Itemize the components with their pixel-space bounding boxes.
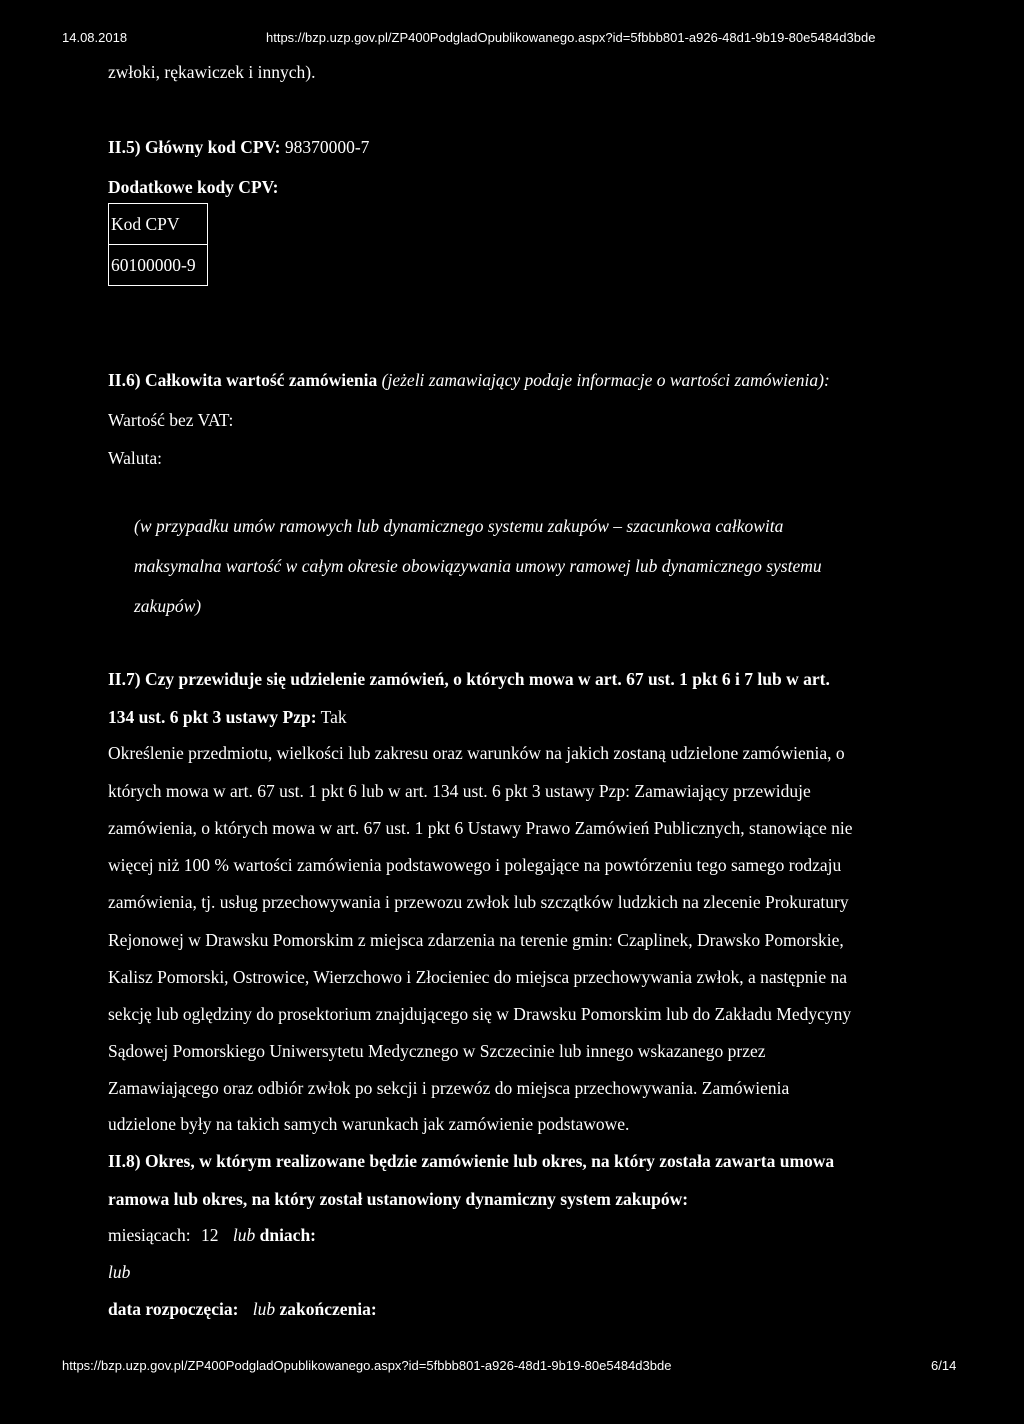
framework-note-line-3: zakupów)	[134, 596, 202, 616]
or-label: lub	[252, 1299, 276, 1319]
days-label: dniach:	[259, 1225, 317, 1245]
additional-cpv-label: Dodatkowe kody CPV:	[108, 177, 279, 197]
section-2-7-body-line: Rejonowej w Drawsku Pomorskim z miejsca zdarzenia na terenie gmin: Czaplinek, Drawsko Pomorskie,	[108, 930, 844, 950]
end-date-label: zakończenia:	[279, 1299, 377, 1319]
section-2-7-body-line: sekcję lub oględziny do prosektorium znajdującego się w Drawsku Pomorskim lub do Zakładu Medycyny	[108, 1004, 852, 1024]
cpv-table-header: Kod CPV	[109, 204, 208, 245]
section-2-7-answer: Tak	[320, 707, 347, 727]
dates-row	[108, 1299, 377, 1320]
main-cpv-label: II.5) Główny kod CPV:	[108, 137, 281, 157]
duration-row	[108, 1225, 316, 1246]
section-2-7-body-line: zamówienia, o których mowa w art. 67 ust. 1 pkt 6 Ustawy Prawo Zamówień Publicznych, stanowiące nie	[108, 818, 853, 838]
section-2-7-title-line-1: II.7) Czy przewiduje się udzielenie zamówień, o których mowa w art. 67 ust. 1 pkt 6 i 7 lub w art.	[108, 669, 830, 689]
value-without-vat-label: Wartość bez VAT:	[108, 410, 234, 430]
currency-label: Waluta:	[108, 448, 162, 468]
section-2-6-title	[108, 370, 830, 391]
cpv-table-value: 60100000-9	[109, 245, 208, 286]
footer-url: https://bzp.uzp.gov.pl/ZP400PodgladOpublikowanego.aspx?id=5fbbb801-a926-48d1-9b19-80e5484d3bde	[62, 1358, 672, 1373]
section-2-8-title-line-1: II.8) Okres, w którym realizowane będzie zamówienie lub okres, na który została zawarta umowa	[108, 1151, 835, 1171]
section-2-5-title	[108, 137, 369, 158]
section-2-8-title-line-2: ramowa lub okres, na który został ustanowiony dynamiczny system zakupów:	[108, 1189, 689, 1209]
months-value: 12	[200, 1225, 219, 1245]
section-2-7-body-line: udzielone były na takich samych warunkach jak zamówienie podstawowe.	[108, 1114, 630, 1134]
section-2-7-question-end: 134 ust. 6 pkt 3 ustawy Pzp:	[108, 707, 317, 727]
months-label: miesiącach:	[108, 1225, 191, 1245]
or-label: lub	[232, 1225, 256, 1245]
section-2-7-body-line: których mowa w art. 67 ust. 1 pkt 6 lub w art. 134 ust. 6 pkt 3 ustawy Pzp: Zamawiający przewiduje	[108, 781, 811, 801]
section-2-7-body-line: Zamawiającego oraz odbiór zwłok po sekcji i przewóz do miejsca przechowywania. Zamówienia	[108, 1078, 790, 1098]
framework-note-line-2: maksymalna wartość w całym okresie obowiązywania umowy ramowej lub dynamicznego systemu	[134, 556, 822, 576]
total-value-label: II.6) Całkowita wartość zamówienia	[108, 370, 378, 390]
section-2-7-body-line: Określenie przedmiotu, wielkości lub zakresu oraz warunków na jakich zostaną udzielone zamówienia, o	[108, 743, 845, 763]
framework-note-line-1: (w przypadku umów ramowych lub dynamicznego systemu zakupów – szacunkowa całkowita	[134, 516, 784, 536]
or-label: lub	[108, 1262, 131, 1282]
header-url: https://bzp.uzp.gov.pl/ZP400PodgladOpublikowanego.aspx?id=5fbbb801-a926-48d1-9b19-80e5484d3bde	[266, 30, 876, 45]
page-number: 6/14	[931, 1358, 957, 1373]
section-2-7-body-line: zamówienia, tj. usług przechowywania i przewozu zwłok lub szczątków ludzkich na zlecenie Prokuratury	[108, 892, 849, 912]
section-2-7-body-line: Kalisz Pomorski, Ostrowice, Wierzchowo i Złocieniec do miejsca przechowywania zwłok, a następnie na	[108, 967, 848, 987]
header-date: 14.08.2018	[62, 30, 128, 45]
start-date-label: data rozpoczęcia:	[108, 1299, 239, 1319]
top-text: zwłoki, rękawiczek i innych).	[108, 62, 316, 82]
section-2-7-body-line: więcej niż 100 % wartości zamówienia podstawowego i polegające na powtórzeniu tego samego rodzaju	[108, 855, 842, 875]
section-2-7-body-line: Sądowej Pomorskiego Uniwersytetu Medycznego w Szczecinie lub innego wskazanego przez	[108, 1041, 766, 1061]
total-value-note: (jeżeli zamawiający podaje informacje o wartości zamówienia):	[381, 370, 830, 390]
cpv-table	[108, 203, 208, 286]
main-cpv-code: 98370000-7	[284, 137, 370, 157]
section-2-7-title-line-2	[108, 707, 347, 728]
